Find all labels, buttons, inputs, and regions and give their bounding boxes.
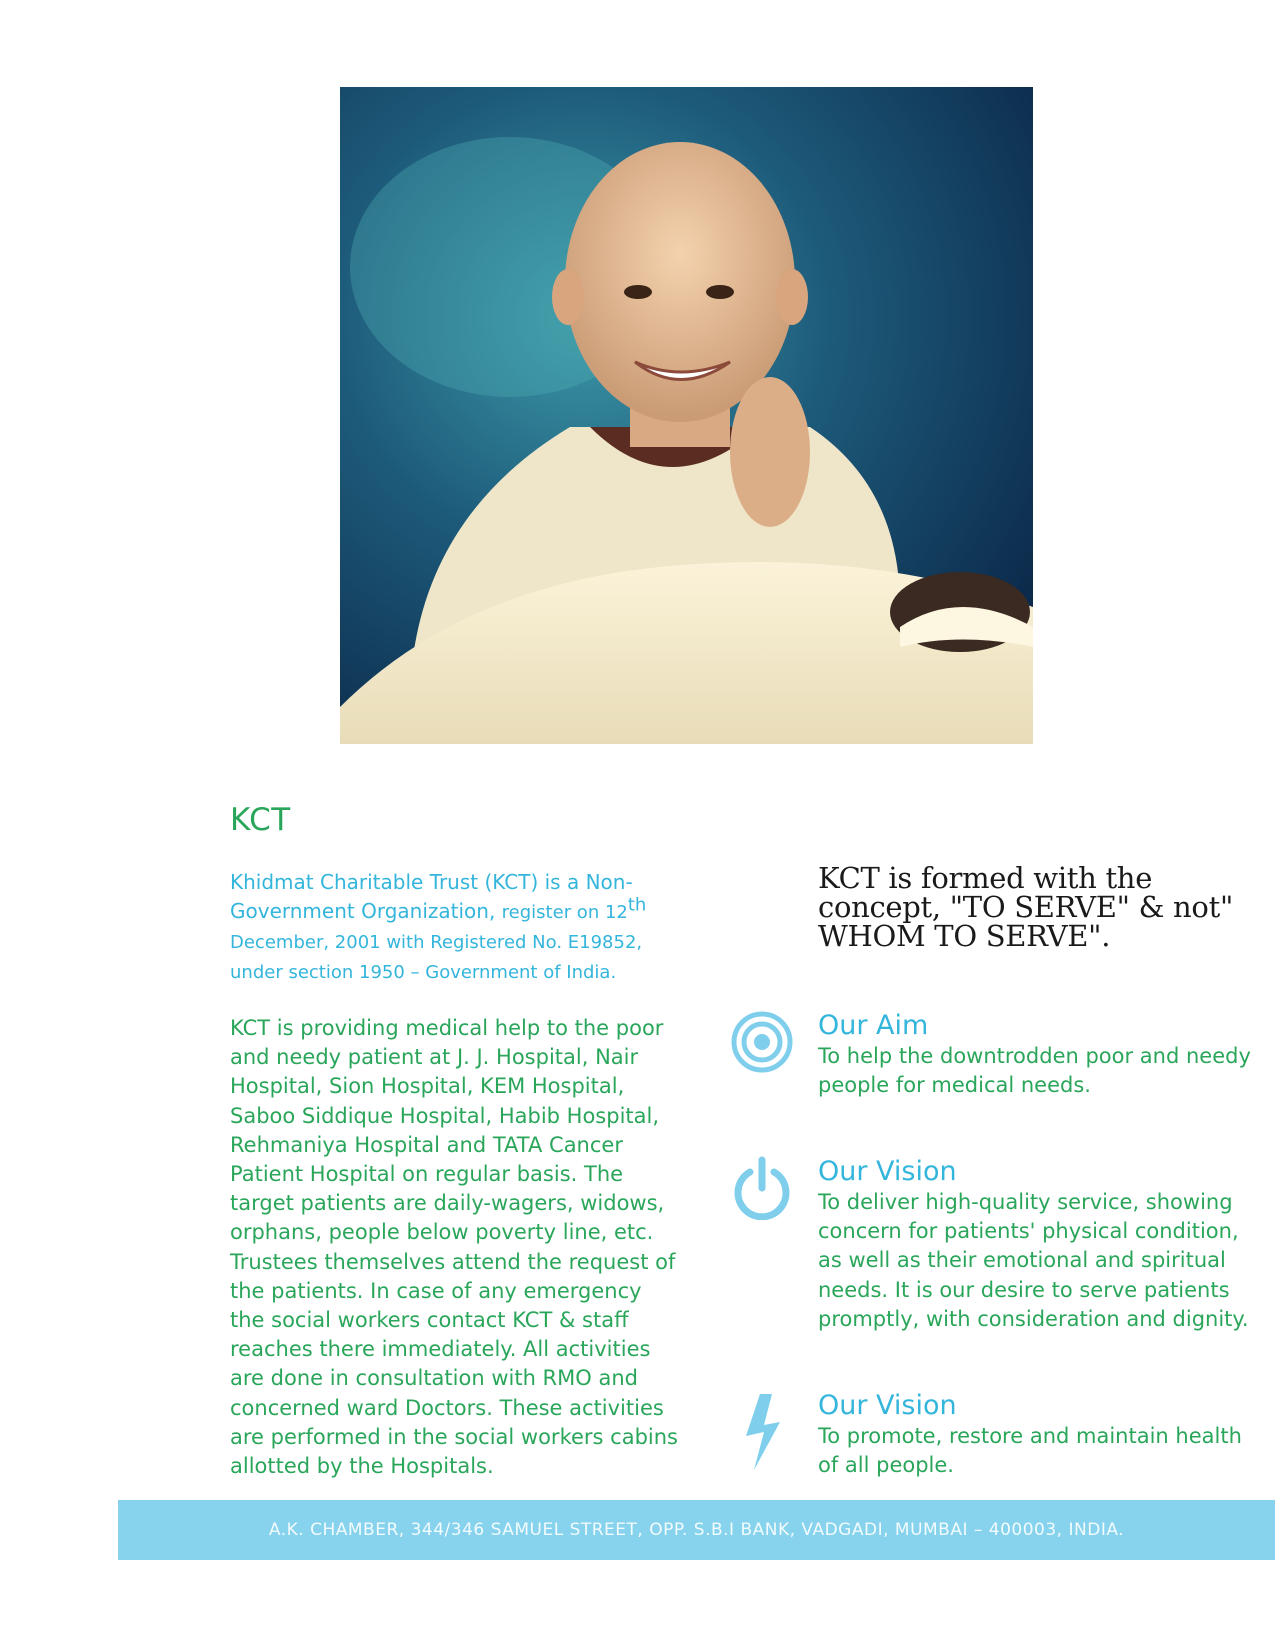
feature-title: Our Aim <box>818 1010 929 1041</box>
feature-description: To promote, restore and maintain health of all people. <box>818 1424 1242 1478</box>
footer-address-bar <box>118 1500 1275 1560</box>
intro-part2: register on 12 <box>501 902 628 923</box>
child-photo-illustration <box>340 87 1033 744</box>
target-icon <box>730 1010 794 1074</box>
feature-title: Our Vision <box>818 1390 957 1421</box>
feature-description: To deliver high-quality service, showing concern for patients' physical condition, as well as their emotional and spiritual needs. It is our desire to serve patients promptly, with consideration and dignity. <box>818 1190 1249 1331</box>
intro-part1: Khidmat Charitable Trust (KCT) is a Non-Government Organization, <box>230 870 633 923</box>
footer-address: A.K. CHAMBER, 344/346 SAMUEL STREET, OPP. S.B.I BANK, VADGADI, MUMBAI – 400003, INDIA. <box>268 1520 1125 1540</box>
feature-description: To help the downtrodden poor and needy people for medical needs. <box>818 1044 1251 1098</box>
power-icon <box>730 1156 794 1220</box>
section-heading: KCT <box>230 802 291 838</box>
intro-paragraph <box>230 868 670 987</box>
feature-title: Our Vision <box>818 1156 957 1187</box>
lightning-icon <box>730 1392 794 1472</box>
intro-sup: th <box>627 894 647 916</box>
intro-part3: December, 2001 with Registered No. E19852, under section 1950 – Government of India. <box>230 932 643 983</box>
mission-quote: KCT is formed with the concept, "TO SERVE" & not" WHOM TO SERVE". <box>818 861 1233 953</box>
body-paragraph: KCT is providing medical help to the poor and needy patient at J. J. Hospital, Nair Hospital, Sion Hospital, KEM Hospital, Saboo Siddique Hospital, Habib Hospital, Rehmaniya Hospital and TATA Cancer Patient Hospital on regular basis. The target patients are daily-wagers, widows, orphans, people below poverty line, etc. Trustees themselves attend the request of the patients. In case of any emergency the social workers contact KCT & staff reaches there immediately. All activities are done in consultation with RMO and concerned ward Doctors. These activities are performed in the social workers cabins allotted by the Hospitals. <box>230 1016 678 1479</box>
hero-photo <box>340 87 1033 744</box>
